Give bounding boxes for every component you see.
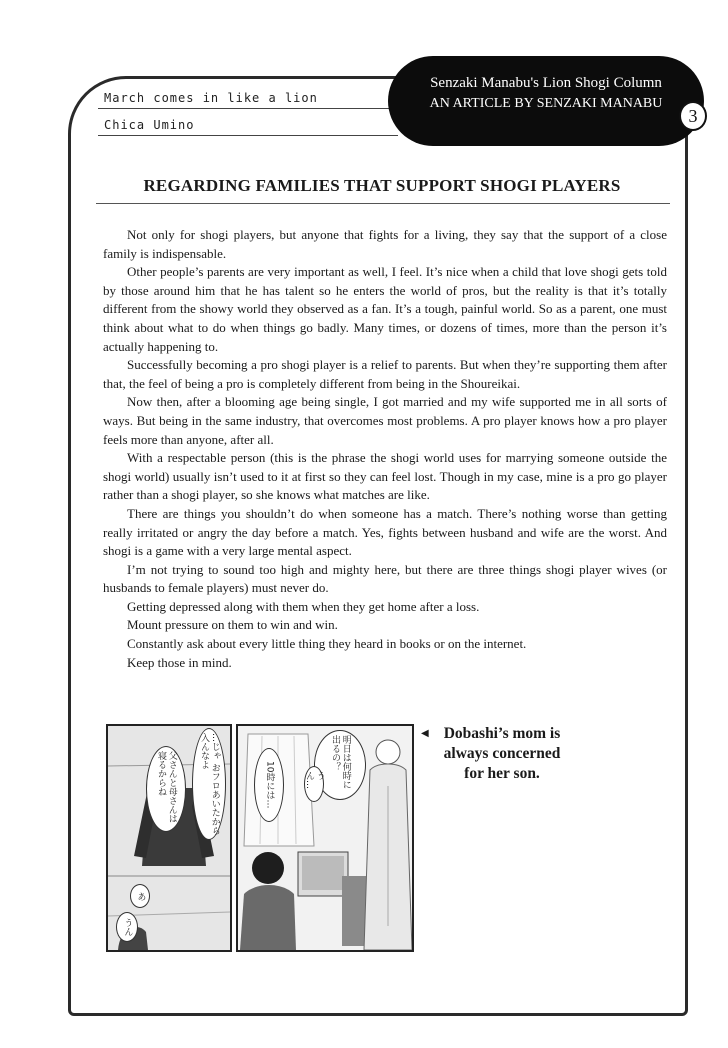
manga-panel-right [236, 724, 414, 952]
speech-bubble: 10時には… [254, 748, 284, 822]
article-paragraph: Other people’s parents are very important as well, I feel. It’s nice when a child that love shogi gets told by those around him that he has talent so he enters the world of pros, but the reality is that it’s totally different from the showy world they observed as a fan. It’s a tough, painful world. So as a parent, one must think about what to do when things go badly. Many times, or dozens of times, more than the person it’s actually happening to. [103, 264, 667, 354]
article-paragraph: Not only for shogi players, but anyone that fights for a living, they say that the support of a close family is indispensable. [103, 227, 667, 261]
headline-rule [96, 203, 670, 204]
image-caption: Dobashi’s mom is always concerned for her son. [443, 725, 561, 782]
speech-bubble: あ [130, 884, 150, 908]
author-name: Chica Umino [104, 118, 195, 132]
column-byline: AN ARTICLE BY SENZAKI MANABU [429, 96, 663, 111]
article-paragraph: Mount pressure on them to win and win. [127, 617, 338, 633]
speech-bubble: うん… [304, 766, 324, 802]
article-body [103, 226, 667, 672]
article-paragraph: Getting depressed along with them when they get home after a loss. [127, 598, 480, 614]
column-badge [388, 56, 704, 146]
article-paragraph: Constantly ask about every little thing they heard in books or on the internet. [127, 636, 527, 652]
speech-bubble: 父さんと母さんは 寝るからね [146, 746, 186, 832]
header-divider [98, 135, 398, 136]
column-title: Senzaki Manabu's Lion Shogi Column [430, 75, 662, 91]
column-number: 3 [679, 101, 707, 131]
article-paragraph: There are things you shouldn’t do when someone has a match. There’s nothing worse than getting really irritated or angry the day before a match. Yes, fights between husband and wife are the worst. And shogi is a game with a very large mental aspect. [103, 505, 667, 559]
article-paragraph: Keep those in mind. [127, 654, 232, 670]
article-paragraph: I’m not trying to sound too high and mighty here, but there are three things shogi player wives (or husbands to female players) must never do. [103, 561, 667, 596]
article-paragraph: With a respectable person (this is the phrase the shogi world uses for marrying someone outside the shogi world) usually isn’t used to it at first so they can feel lost. Though in my case, mine is a pro go player rather than a shogi player, so she knows what matches are like. [103, 450, 667, 503]
manga-panel-left [106, 724, 232, 952]
speech-bubble: …じゃ おフロあいたから 入んなよ [192, 728, 226, 840]
article-paragraph: Now then, after a blooming age being single, I got married and my wife supported me in all sorts of ways. But being in the same industry, that overcomes most problems. A pro player knows how a pro player feels more than anyone, after all. [103, 394, 667, 447]
article-paragraph: Successfully becoming a pro shogi player is a relief to parents. But when they’re supporting them after that, the feel of being a pro is completely different from being in the Shoureikai. [103, 357, 667, 391]
caption-pointer-icon: ◀ [421, 728, 429, 739]
header-divider [98, 108, 398, 109]
series-title: March comes in like a lion [104, 91, 318, 105]
speech-bubble: 明日は何時に 出るの？ [314, 730, 366, 800]
article-headline: REGARDING FAMILIES THAT SUPPORT SHOGI PLAYERS [143, 176, 621, 195]
speech-bubble: うん [116, 912, 138, 942]
